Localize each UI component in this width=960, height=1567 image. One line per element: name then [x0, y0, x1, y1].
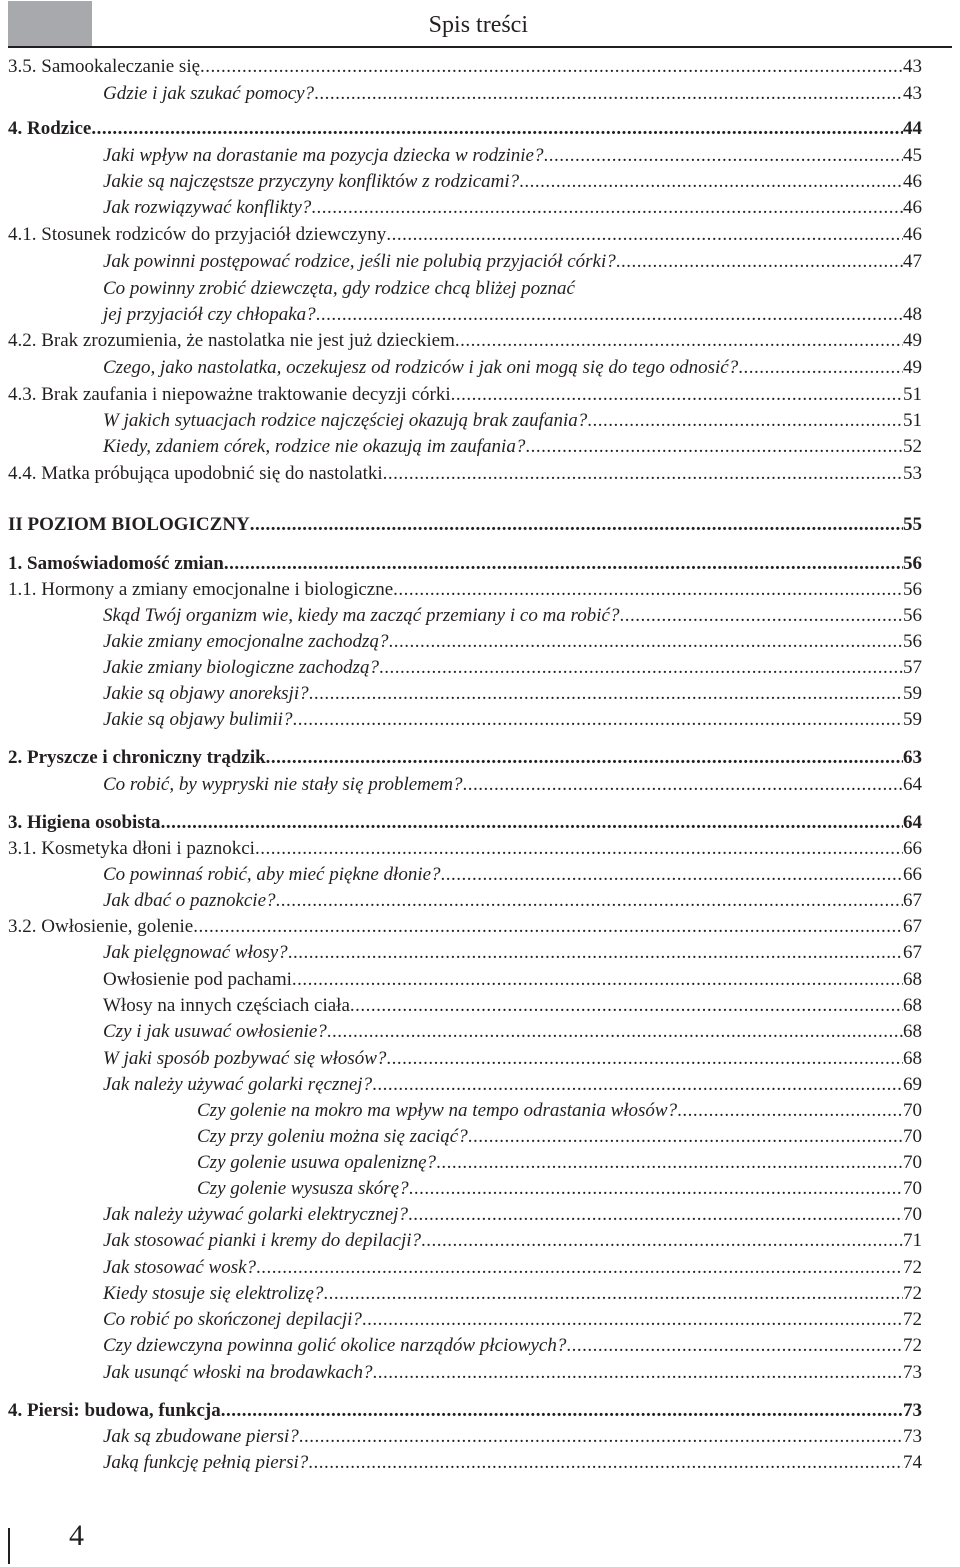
toc-entry-page: 64	[903, 774, 922, 795]
dot-leader	[408, 1202, 903, 1228]
toc-entry[interactable]	[0, 1098, 960, 1124]
dot-leader	[441, 862, 903, 888]
dot-leader	[256, 1255, 903, 1281]
toc-entry[interactable]	[0, 1228, 960, 1254]
dot-leader	[436, 1150, 903, 1176]
toc-entry-page: 56	[903, 605, 922, 626]
toc-entry[interactable]	[0, 603, 960, 629]
dot-leader	[314, 81, 903, 107]
toc-entry-title: Jak usunąć włoski na brodawkach?	[103, 1362, 373, 1383]
dot-leader	[587, 408, 903, 434]
toc-entry[interactable]	[0, 408, 960, 434]
running-header-title: Spis treści	[428, 12, 528, 38]
toc-entry-page: 51	[903, 410, 922, 431]
toc-entry-title: Co powinnaś robić, aby mieć piękne dłonie?	[103, 864, 441, 885]
dot-leader	[91, 116, 903, 142]
toc-entry[interactable]	[0, 249, 960, 275]
toc-entry[interactable]	[0, 355, 960, 381]
toc-entry[interactable]	[0, 169, 960, 195]
toc-entry-page: 56	[903, 631, 922, 652]
toc-entry-page: 52	[903, 436, 922, 457]
toc-entry-title: Jaką funkcję pełnią piersi?	[103, 1452, 309, 1473]
toc-entry-page: 48	[903, 304, 922, 325]
toc-entry-page: 47	[903, 251, 922, 272]
toc-entry-page: 70	[903, 1178, 922, 1199]
toc-entry[interactable]	[0, 1176, 960, 1202]
toc-entry-title: Jakie zmiany biologiczne zachodzą?	[103, 657, 379, 678]
dot-leader	[386, 1046, 903, 1072]
toc-entry-page: 71	[903, 1230, 922, 1251]
toc-entry-page: 72	[903, 1257, 922, 1278]
toc-entry[interactable]	[0, 1333, 960, 1359]
toc-entry[interactable]	[0, 1281, 960, 1307]
toc-entry[interactable]	[0, 810, 960, 836]
toc-entry-title: 4. Rodzice	[8, 118, 92, 139]
toc-entry-title: Kiedy, zdaniem córek, rodzice nie okazują im zaufania?	[103, 436, 526, 457]
toc-entry-page: 70	[903, 1204, 922, 1225]
toc-entry-page: 68	[903, 1021, 922, 1042]
toc-entry-page: 51	[903, 384, 922, 405]
dot-leader	[250, 512, 903, 538]
toc-entry-title: Jakie są najczęstsze przyczyny konfliktów z rodzicami?	[103, 171, 520, 192]
toc-entry-title: Jak stosować pianki i kremy do depilacji?	[103, 1230, 421, 1251]
toc-entry[interactable]	[0, 629, 960, 655]
toc-entry-page: 66	[903, 864, 922, 885]
dot-leader	[276, 888, 903, 914]
dot-leader	[362, 1307, 903, 1333]
toc-entry-title: Jak są zbudowane piersi?	[103, 1426, 299, 1447]
toc-entry-page: 57	[903, 657, 922, 678]
toc-entry-title: Czego, jako nastolatka, oczekujesz od rodziców i jak oni mogą się do tego odnosić?	[103, 357, 739, 378]
dot-leader	[677, 1098, 903, 1124]
dot-leader	[292, 707, 903, 733]
toc-entry-title: 4.3. Brak zaufania i niepoważne traktowanie decyzji córki	[8, 384, 451, 405]
toc-entry[interactable]	[0, 914, 960, 940]
dot-leader	[266, 745, 903, 771]
dot-leader	[299, 1424, 903, 1450]
toc-entry-title: Jak powinni postępować rodzice, jeśli nie polubią przyjaciół córki?	[103, 251, 616, 272]
dot-leader	[309, 681, 903, 707]
toc-entry-title: Czy golenie wysusza skórę?	[197, 1178, 409, 1199]
dot-leader	[372, 1072, 903, 1098]
dot-leader	[409, 1176, 903, 1202]
toc-entry-title: Co robić po skończonej depilacji?	[103, 1309, 362, 1330]
toc-entry[interactable]	[0, 81, 960, 107]
toc-entry[interactable]	[0, 1255, 960, 1281]
toc-entry[interactable]	[0, 222, 960, 248]
toc-entry-title: 1. Samoświadomość zmian	[8, 553, 224, 574]
dot-leader	[543, 143, 903, 169]
toc-entry[interactable]	[0, 195, 960, 221]
toc-entry-title: Czy dziewczyna powinna golić okolice narządów płciowych?	[103, 1335, 567, 1356]
toc-entry[interactable]	[0, 461, 960, 487]
toc-entry[interactable]	[0, 1307, 960, 1333]
toc-entry-page: 73	[903, 1400, 922, 1421]
toc-entry-title: 1.1. Hormony a zmiany emocjonalne i biologiczne	[8, 579, 394, 600]
toc-entry[interactable]	[0, 1450, 960, 1476]
toc-entry-page: 69	[903, 1074, 922, 1095]
toc-entry-title: Kiedy stosuje się elektrolizę?	[103, 1283, 324, 1304]
toc-entry[interactable]	[0, 1124, 960, 1150]
toc-entry-title: Jak stosować wosk?	[103, 1257, 257, 1278]
toc-entry-page: 67	[903, 916, 922, 937]
toc-entry-title: Jak należy używać golarki ręcznej?	[103, 1074, 373, 1095]
dot-leader	[388, 629, 903, 655]
toc-entry-title: W jaki sposób pozbywać się włosów?	[103, 1048, 387, 1069]
toc-entry-page: 68	[903, 969, 922, 990]
toc-entry-page: 72	[903, 1335, 922, 1356]
toc-entry-title: 3.1. Kosmetyka dłoni i paznokci	[8, 838, 255, 859]
toc-entry[interactable]	[0, 993, 960, 1019]
dot-leader	[323, 1281, 903, 1307]
toc-entry-title: II POZIOM BIOLOGICZNY	[8, 514, 250, 535]
toc-entry[interactable]	[0, 1072, 960, 1098]
toc-entry-page: 68	[903, 995, 922, 1016]
toc-entry[interactable]	[0, 1150, 960, 1176]
toc-entry-title: 3.5. Samookaleczanie się	[8, 56, 201, 77]
toc-entry-page: 59	[903, 709, 922, 730]
toc-entry-title: Jak dbać o paznokcie?	[103, 890, 276, 911]
toc-entry-title: 4.2. Brak zrozumienia, że nastolatka nie jest już dzieckiem	[8, 330, 455, 351]
dot-leader	[455, 328, 903, 354]
toc-entry-page: 70	[903, 1152, 922, 1173]
page-number: 4	[69, 1519, 84, 1552]
toc-entry[interactable]	[0, 382, 960, 408]
dot-leader	[193, 914, 903, 940]
toc-entry-title: Jakie zmiany emocjonalne zachodzą?	[103, 631, 389, 652]
dot-leader	[288, 940, 903, 966]
toc-entry-page: 45	[903, 145, 922, 166]
toc-entry-page: 43	[903, 83, 922, 104]
toc-entry[interactable]	[0, 1019, 960, 1045]
toc-entry-title: Jak należy używać golarki elektrycznej?	[103, 1204, 408, 1225]
toc-entry-title: Czy golenie na mokro ma wpływ na tempo odrastania włosów?	[197, 1100, 678, 1121]
toc-entry-page: 73	[903, 1362, 922, 1383]
toc-entry[interactable]	[0, 772, 960, 798]
toc-entry-page: 67	[903, 890, 922, 911]
toc-entry-title: Skąd Twój organizm wie, kiedy ma zacząć przemiany i co ma robić?	[103, 605, 620, 626]
toc-entry-page: 73	[903, 1426, 922, 1447]
toc-entry-title: 3. Higiena osobista	[8, 812, 161, 833]
toc-entry-page: 49	[903, 330, 922, 351]
toc-entry[interactable]	[0, 276, 960, 302]
dot-leader	[316, 302, 903, 328]
toc-entry[interactable]	[0, 681, 960, 707]
dot-leader	[372, 1360, 903, 1386]
toc-entry-title: 4.1. Stosunek rodziców do przyjaciół dziewczyny	[8, 224, 387, 245]
toc-entry-page: 59	[903, 683, 922, 704]
toc-entry[interactable]	[0, 434, 960, 460]
toc-entry-page: 70	[903, 1126, 922, 1147]
dot-leader	[383, 461, 903, 487]
toc-entry[interactable]	[0, 1046, 960, 1072]
dot-leader	[386, 222, 903, 248]
toc-entry-page: 46	[903, 224, 922, 245]
dot-leader	[468, 1124, 903, 1150]
toc-entry[interactable]	[0, 836, 960, 862]
header-gray-block	[8, 1, 92, 46]
toc-entry[interactable]	[0, 577, 960, 603]
toc-entry[interactable]	[0, 888, 960, 914]
toc-entry-title: Jakie są objawy anoreksji?	[103, 683, 309, 704]
dot-leader	[224, 551, 903, 577]
toc-entry-title: Owłosienie pod pachami	[103, 969, 292, 990]
toc-entry-title: 4.4. Matka próbująca upodobnić się do nastolatki	[8, 463, 383, 484]
toc-entry-page: 66	[903, 838, 922, 859]
dot-leader	[161, 810, 903, 836]
toc-entry[interactable]	[0, 1360, 960, 1386]
dot-leader	[463, 772, 903, 798]
toc-entry[interactable]	[0, 862, 960, 888]
toc-entry-title: 3.2. Owłosienie, golenie	[8, 916, 194, 937]
toc-entry-title: jej przyjaciół czy chłopaka?	[103, 304, 316, 325]
dot-leader	[221, 1398, 903, 1424]
toc-entry[interactable]	[0, 707, 960, 733]
toc-entry-title: Czy i jak usuwać owłosienie?	[103, 1021, 327, 1042]
toc-entry-page: 68	[903, 1048, 922, 1069]
toc-entry-page: 74	[903, 1452, 922, 1473]
toc-entry-page: 67	[903, 942, 922, 963]
toc-entry-page: 55	[903, 514, 922, 535]
dot-leader	[200, 54, 903, 80]
toc-entry-page: 63	[903, 747, 922, 768]
dot-leader	[255, 836, 903, 862]
toc-entry[interactable]	[0, 54, 960, 80]
toc-entry[interactable]	[0, 940, 960, 966]
dot-leader	[421, 1228, 903, 1254]
toc-entry-title: Czy golenie usuwa opaleniznę?	[197, 1152, 437, 1173]
dot-leader	[308, 1450, 903, 1476]
footer-bar	[8, 1528, 10, 1564]
toc-entry[interactable]	[0, 967, 960, 993]
toc-entry-title: Jak rozwiązywać konflikty?	[103, 197, 312, 218]
toc-entry-title: Jaki wpływ na dorastanie ma pozycja dziecka w rodzinie?	[103, 145, 544, 166]
dot-leader	[619, 603, 903, 629]
dot-leader	[616, 249, 903, 275]
toc-entry-page: 46	[903, 197, 922, 218]
toc-entry-title: Co robić, by wypryski nie stały się problemem?	[103, 774, 463, 795]
toc-entry[interactable]	[0, 1424, 960, 1450]
toc-entry-page: 49	[903, 357, 922, 378]
dot-leader	[311, 195, 903, 221]
toc-entry-title: Czy przy goleniu można się zaciąć?	[197, 1126, 468, 1147]
toc-entry-title: Co powinny zrobić dziewczęta, gdy rodzice chcą bliżej poznać	[103, 278, 575, 299]
dot-leader	[379, 655, 903, 681]
toc-entry-page: 44	[903, 118, 922, 139]
toc-entry-page: 43	[903, 56, 922, 77]
toc-entry-page: 64	[903, 812, 922, 833]
toc-entry-page: 53	[903, 463, 922, 484]
toc-entry[interactable]	[0, 655, 960, 681]
toc-entry-page: 70	[903, 1100, 922, 1121]
dot-leader	[566, 1333, 903, 1359]
dot-leader	[393, 577, 903, 603]
dot-leader	[525, 434, 903, 460]
toc-entry[interactable]	[0, 302, 960, 328]
toc-entry-title: 2. Pryszcze i chroniczny trądzik	[8, 747, 266, 768]
toc-entry-title: Jakie są objawy bulimii?	[103, 709, 293, 730]
header-rule	[8, 46, 952, 48]
toc-entry[interactable]	[0, 1398, 960, 1424]
toc-entry[interactable]	[0, 1202, 960, 1228]
toc-entry-title: W jakich sytuacjach rodzice najczęściej okazują brak zaufania?	[103, 410, 588, 431]
toc-entry[interactable]	[0, 512, 960, 538]
toc-entry[interactable]	[0, 745, 960, 771]
toc-entry-page: 56	[903, 579, 922, 600]
toc-entry[interactable]	[0, 328, 960, 354]
toc-entry-page: 72	[903, 1309, 922, 1330]
dot-leader	[350, 993, 903, 1019]
toc-entry-page: 46	[903, 171, 922, 192]
toc-entry-page: 72	[903, 1283, 922, 1304]
toc-entry-title: Jak pielęgnować włosy?	[103, 942, 288, 963]
dot-leader	[519, 169, 903, 195]
toc-entry-title: Włosy na innych częściach ciała	[103, 995, 350, 1016]
dot-leader	[292, 967, 903, 993]
toc-entry[interactable]	[0, 116, 960, 142]
dot-leader	[738, 355, 903, 381]
toc-entry[interactable]	[0, 551, 960, 577]
toc-entry-title: 4. Piersi: budowa, funkcja	[8, 1400, 221, 1421]
dot-leader	[327, 1019, 903, 1045]
dot-leader	[451, 382, 903, 408]
toc-entry[interactable]	[0, 143, 960, 169]
toc-entry-title: Gdzie i jak szukać pomocy?	[103, 83, 315, 104]
toc-entry-page: 56	[903, 553, 922, 574]
